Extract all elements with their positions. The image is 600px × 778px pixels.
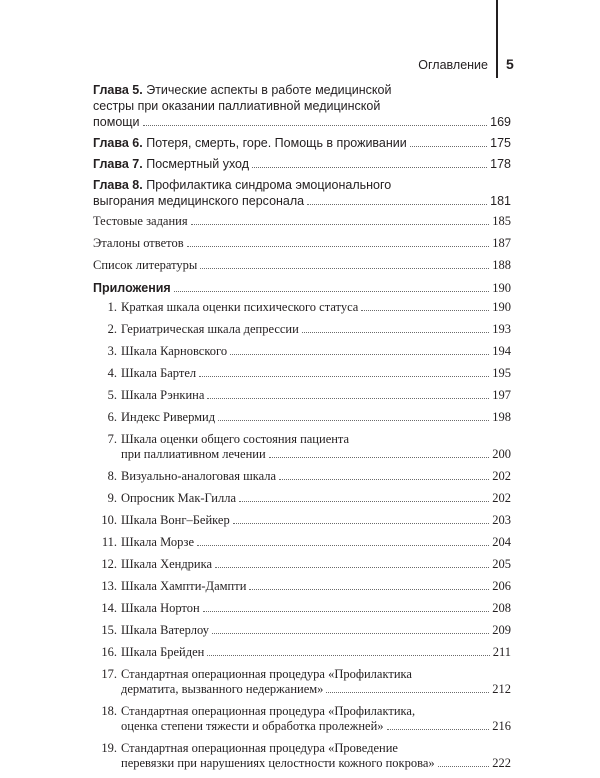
chapter-title-line: Посмертный уход <box>146 157 250 171</box>
page-ref: 222 <box>492 756 511 770</box>
toc-appendix-item[interactable] <box>93 601 511 616</box>
dot-leader <box>307 204 487 205</box>
item-title: Опросник Мак-Гилла <box>121 491 237 505</box>
item-title: Шкала Хендрика <box>121 557 213 571</box>
dot-leader <box>233 523 490 524</box>
page-ref: 203 <box>492 513 511 527</box>
chapter-title-line: выгорания медицинского персонала <box>93 194 305 208</box>
item-title-line: Стандартная операционная процедура «Проведение <box>121 741 398 755</box>
page-ref: 198 <box>492 410 511 424</box>
dot-leader <box>230 354 489 355</box>
toc-appendix-heading[interactable] <box>93 280 511 296</box>
item-number: 4. <box>107 366 117 380</box>
header-rule <box>496 0 498 78</box>
dot-leader <box>174 291 490 292</box>
item-title-line: Шкала оценки общего состояния пациента <box>121 432 350 446</box>
toc-appendix-item[interactable] <box>93 344 511 359</box>
chapter-title-line: Этические аспекты в работе медицинской <box>146 83 392 97</box>
item-number: 5. <box>107 388 117 402</box>
dot-leader <box>438 766 490 767</box>
item-number: 14. <box>101 601 117 615</box>
chapter-title-line: помощи <box>93 115 140 129</box>
page-ref: 193 <box>492 322 511 336</box>
page-ref: 190 <box>492 281 511 295</box>
page-ref: 178 <box>490 157 511 171</box>
page-ref: 195 <box>492 366 511 380</box>
dot-leader <box>361 310 489 311</box>
dot-leader <box>207 655 489 656</box>
page-ref: 194 <box>492 344 511 358</box>
item-number: 17. <box>101 667 117 681</box>
chapter-label: Глава 8. <box>93 178 143 192</box>
dot-leader <box>279 479 489 480</box>
chapter-title-line: Потеря, смерть, горе. Помощь в проживании <box>146 136 407 150</box>
page-ref: 211 <box>492 645 511 659</box>
dot-leader <box>410 146 487 147</box>
dot-leader <box>199 376 489 377</box>
dot-leader <box>326 692 489 693</box>
page-ref: 181 <box>490 194 511 208</box>
item-number: 11. <box>101 535 117 549</box>
item-title: Индекс Ривермид <box>121 410 216 424</box>
item-title: Шкала Нортон <box>121 601 200 615</box>
item-title: Краткая шкала оценки психического статуса <box>121 300 359 314</box>
page-ref: 212 <box>492 682 511 696</box>
item-title: оценка степени тяжести и обработка пролежней» <box>121 719 384 733</box>
item-number: 15. <box>101 623 117 637</box>
toc-chapter-6[interactable] <box>93 135 511 151</box>
toc-section-tests[interactable] <box>93 214 511 229</box>
dot-leader <box>387 729 490 730</box>
item-number: 19. <box>101 741 117 755</box>
table-of-contents <box>93 82 511 778</box>
item-number: 9. <box>107 491 117 505</box>
dot-leader <box>269 457 490 458</box>
item-number: 13. <box>101 579 117 593</box>
toc-section-answers[interactable] <box>93 236 511 251</box>
page-ref: 185 <box>492 214 511 228</box>
toc-appendix-item[interactable] <box>93 388 511 403</box>
item-number: 10. <box>101 513 117 527</box>
toc-appendix-item[interactable] <box>93 410 511 425</box>
section-title: Список литературы <box>93 258 198 272</box>
item-title: при паллиативном лечении <box>121 447 266 461</box>
toc-appendix-item[interactable] <box>93 491 511 506</box>
dot-leader <box>191 224 490 225</box>
page-ref: 208 <box>492 601 511 615</box>
page-ref: 202 <box>492 469 511 483</box>
dot-leader <box>207 398 489 399</box>
chapter-label: Глава 6. <box>93 136 143 150</box>
chapter-title-line: Профилактика синдрома эмоционального <box>146 178 392 192</box>
item-title: Шкала Ватерлоу <box>121 623 209 637</box>
item-title-line: Стандартная операционная процедура «Профилактика, <box>121 704 416 718</box>
item-number: 3. <box>107 344 117 358</box>
item-title: Шкала Рэнкина <box>121 388 205 402</box>
page-ref: 200 <box>492 447 511 461</box>
toc-appendix-item[interactable] <box>93 704 511 734</box>
item-number: 18. <box>101 704 117 718</box>
item-title: перевязки при нарушениях целостности кожного покрова» <box>121 756 435 770</box>
toc-appendix-item[interactable] <box>93 300 511 315</box>
chapter-label: Глава 7. <box>93 157 143 171</box>
toc-appendix-item[interactable] <box>93 432 511 462</box>
dot-leader <box>252 167 487 168</box>
item-title: Шкала Бартел <box>121 366 197 380</box>
dot-leader <box>215 567 489 568</box>
page-ref: 187 <box>492 236 511 250</box>
dot-leader <box>197 545 489 546</box>
item-number: 1. <box>107 300 117 314</box>
toc-appendix-item[interactable] <box>93 579 511 594</box>
section-title: Эталоны ответов <box>93 236 184 250</box>
dot-leader <box>218 420 489 421</box>
item-number: 12. <box>101 557 117 571</box>
toc-appendix-item[interactable] <box>93 557 511 572</box>
page-ref: 204 <box>492 535 511 549</box>
page-ref: 197 <box>492 388 511 402</box>
dot-leader <box>203 611 490 612</box>
dot-leader <box>187 246 490 247</box>
item-title: Визуально-аналоговая шкала <box>121 469 277 483</box>
item-title: Гериатрическая шкала депрессии <box>121 322 299 336</box>
running-header: Оглавление <box>418 58 488 72</box>
item-title: Шкала Карновского <box>121 344 228 358</box>
page-ref: 169 <box>490 115 511 129</box>
toc-section-references[interactable] <box>93 258 511 273</box>
item-title-line: Стандартная операционная процедура «Профилактика <box>121 667 412 681</box>
toc-appendix-item[interactable] <box>93 623 511 638</box>
page-ref: 205 <box>492 557 511 571</box>
dot-leader <box>143 125 488 126</box>
section-title: Тестовые задания <box>93 214 188 228</box>
toc-chapter-5[interactable] <box>93 82 511 130</box>
item-number: 2. <box>107 322 117 336</box>
page-ref: 202 <box>492 491 511 505</box>
toc-appendix-item[interactable] <box>93 645 511 660</box>
dot-leader <box>239 501 489 502</box>
item-title: Шкала Вонг–Бейкер <box>121 513 230 527</box>
dot-leader <box>212 633 489 634</box>
page-ref: 190 <box>492 300 511 314</box>
toc-appendix-item[interactable] <box>93 469 511 484</box>
item-number: 16. <box>101 645 117 659</box>
toc-appendix-item[interactable] <box>93 741 511 771</box>
page-ref: 175 <box>490 136 511 150</box>
page-ref: 188 <box>492 258 511 272</box>
appendix-title: Приложения <box>93 281 171 295</box>
toc-appendix-item[interactable] <box>93 667 511 697</box>
item-number: 6. <box>107 410 117 424</box>
chapter-title-line: сестры при оказании паллиативной медицинской <box>93 99 381 113</box>
item-title: Шкала Морзе <box>121 535 195 549</box>
item-title: дерматита, вызванного недержанием» <box>121 682 324 696</box>
toc-appendix-item[interactable] <box>93 322 511 337</box>
dot-leader <box>302 332 489 333</box>
page-number: 5 <box>506 56 514 72</box>
item-number: 7. <box>107 432 117 446</box>
toc-chapter-8[interactable] <box>93 177 511 209</box>
toc-appendix-item[interactable] <box>93 535 511 550</box>
page-ref: 216 <box>492 719 511 733</box>
item-title: Шкала Брейден <box>121 645 205 659</box>
dot-leader <box>249 589 489 590</box>
chapter-label: Глава 5. <box>93 83 143 97</box>
item-number: 8. <box>107 469 117 483</box>
page-ref: 209 <box>492 623 511 637</box>
toc-appendix-item[interactable] <box>93 366 511 381</box>
toc-chapter-7[interactable] <box>93 156 511 172</box>
toc-appendix-item[interactable] <box>93 513 511 528</box>
dot-leader <box>200 268 489 269</box>
item-title: Шкала Хампти-Дампти <box>121 579 247 593</box>
page-ref: 206 <box>492 579 511 593</box>
